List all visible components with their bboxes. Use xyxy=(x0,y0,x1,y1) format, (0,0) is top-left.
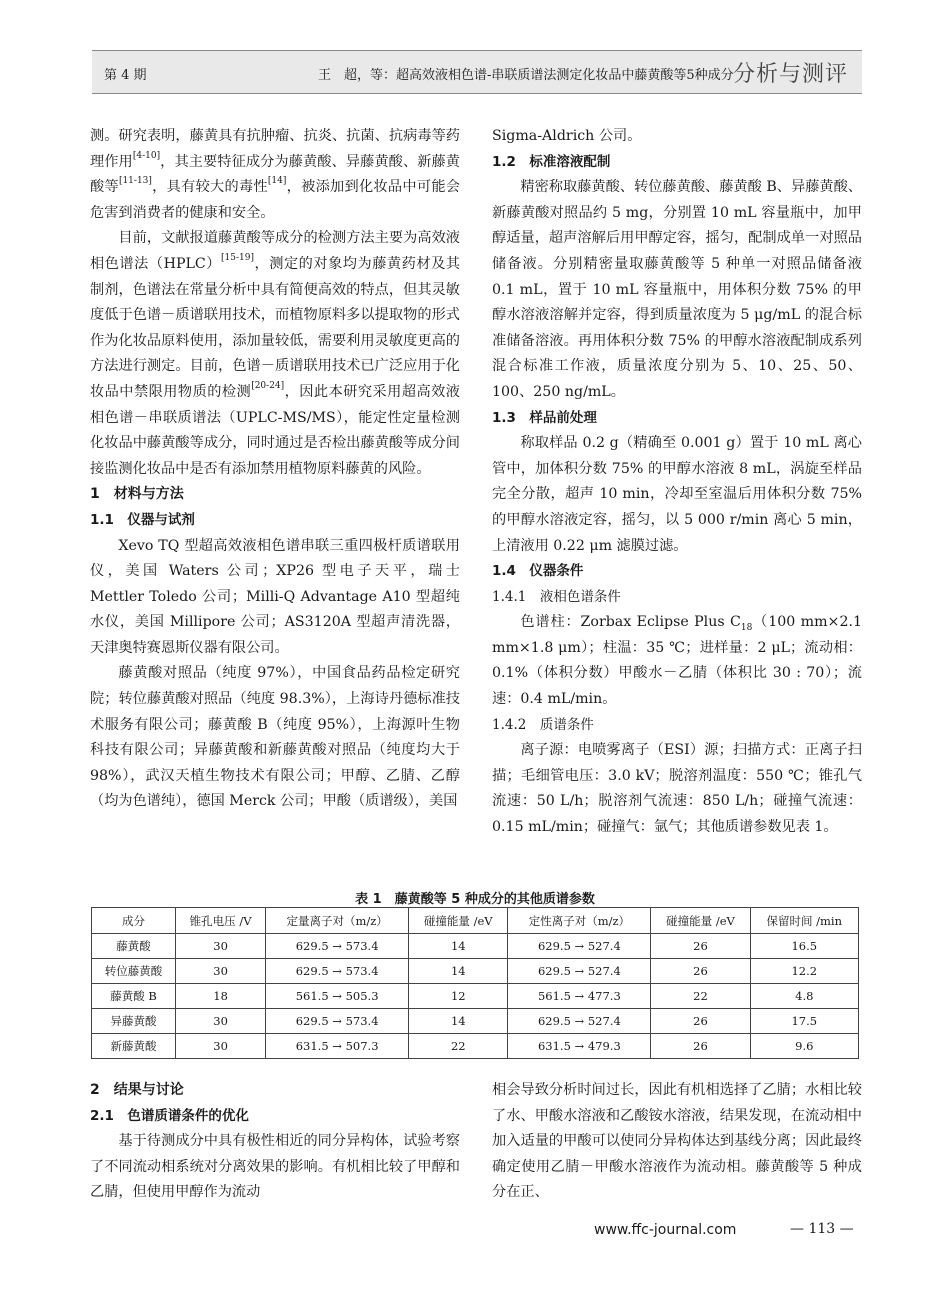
citation: [20-24] xyxy=(251,380,285,391)
table-cell: 561.5 → 505.3 xyxy=(266,984,409,1009)
section-heading: 2 结果与讨论 xyxy=(90,1082,184,1098)
citation: [4-10] xyxy=(132,150,161,161)
paragraph: 基于待测成分中具有极性相近的同分异构体，试验考察了不同流动相系统对分离效果的影响。有机相比较了甲醇和乙腈，但使用甲醇作为流动 xyxy=(90,1133,460,1201)
subsection-heading: 1.3 样品前处理 xyxy=(492,409,597,426)
table-cell: 26 xyxy=(651,934,750,959)
left-column xyxy=(90,124,460,815)
citation: [15-19] xyxy=(221,252,254,263)
table-cell: 26 xyxy=(651,1009,750,1034)
page-number: — 113 — xyxy=(790,1221,854,1237)
paragraph: Sigma-Aldrich 公司。 xyxy=(492,128,642,144)
table-cell: 新藤黄酸 xyxy=(92,1034,176,1059)
table-cell: 561.5 → 477.3 xyxy=(508,984,651,1009)
column-header: 定性离子对（m/z） xyxy=(508,908,651,934)
citation: [11-13] xyxy=(118,176,152,187)
table-cell: 30 xyxy=(176,934,266,959)
paragraph: Xevo TQ 型超高效液相色谱串联三重四极杆质谱联用仪，美国 Waters 公司；XP26 型电子天平，瑞士 Mettler Toledo 公司；Milli-Q Advantage A10 型超纯水仪，美国 Millipore 公司；AS3120A 型超声清洗器，天津奥特赛恩斯仪器有限公司。 xyxy=(90,537,460,656)
table-row xyxy=(92,959,859,984)
paragraph: 精密称取藤黄酸、转位藤黄酸、藤黄酸 B、异藤黄酸、新藤黄酸对照品约 5 mg，分别置 10 mL 容量瓶中，加甲醇适量，超声溶解后用甲醇定容，摇匀，配制成单一对照品储备液。分别精密量取藤黄酸等 5 种单一对照品储备液 0.1 mL，置于 10 mL 容量瓶中，用体积分数 75% 的甲醇水溶液溶解并定容，得到质量浓度为 5 μg/mL 的混合标准储备溶液。再用体积分数 75% 的甲醇水溶液配制成系列混合标准工作液，质量浓度分别为 5、10、25、50、100、250 ng/mL。 xyxy=(492,179,862,400)
table-cell: 14 xyxy=(409,1009,508,1034)
table-cell: 14 xyxy=(409,934,508,959)
table-cell: 转位藤黄酸 xyxy=(92,959,176,984)
column-header: 碰撞能量 /eV xyxy=(651,908,750,934)
table-cell: 30 xyxy=(176,1009,266,1034)
subsection-heading: 2.1 色谱质谱条件的优化 xyxy=(90,1107,249,1124)
table-row xyxy=(92,1009,859,1034)
table-cell: 9.6 xyxy=(750,1034,858,1059)
table-cell: 629.5 → 573.4 xyxy=(266,1009,409,1034)
table-cell: 12 xyxy=(409,984,508,1009)
citation: [14] xyxy=(267,176,287,187)
table-cell: 17.5 xyxy=(750,1009,858,1034)
table-cell: 629.5 → 527.4 xyxy=(508,934,651,959)
table-cell: 藤黄酸 xyxy=(92,934,176,959)
paragraph: 藤黄酸对照品（纯度 97%），中国食品药品检定研究院；转位藤黄酸对照品（纯度 98.3%），上海诗丹德标准技术服务有限公司；藤黄酸 B（纯度 95%），上海源叶生物科技有限公司；异藤黄酸和新藤黄酸对照品（纯度均大于 98%），武汉天植生物技术有限公司；甲醇、乙腈、乙醇（均为色谱纯），德国 Merck 公司；甲酸（质谱级），美国 xyxy=(90,665,460,810)
running-header xyxy=(92,50,862,94)
ms-parameters-table xyxy=(91,907,859,1059)
section-heading: 1 材料与方法 xyxy=(90,486,184,503)
table-row xyxy=(92,934,859,959)
issue-number: 第 4 期 xyxy=(104,68,147,83)
right-column xyxy=(492,124,862,841)
table-cell: 30 xyxy=(176,1034,266,1059)
table-caption: 表 1 藤黄酸等 5 种成分的其他质谱参数 xyxy=(355,892,595,907)
column-header: 定量离子对（m/z） xyxy=(266,908,409,934)
paragraph: 目前，文献报道藤黄酸等成分的检测方法主要为高效液相色谱法（HPLC）[15-19]，测定的对象均为藤黄药材及其制剂，色谱法在常量分析中具有简便高效的特点，但其灵敏度低于色谱－质谱联用技术，而植物原料多以提取物的形式作为化妆品原料使用，添加量较低，需要利用灵敏度更高的方法进行测定。目前，色谱－质谱联用技术已广泛应用于化妆品中禁限用物质的检测[20-24]，因此本研究采用超高效液相色谱－串联质谱法（UPLC-MS/MS），能定性定量检测化妆品中藤黄酸等成分，同时通过是否检出藤黄酸等成分间接监测化妆品中是否有添加禁用植物原料藤黄的风险。 xyxy=(90,230,460,477)
subsubsection-heading: 1.4.2 质谱条件 xyxy=(492,716,594,733)
table-cell: 26 xyxy=(651,959,750,984)
subsection-heading: 1.1 仪器与试剂 xyxy=(90,511,195,528)
paragraph: 离子源：电喷雾离子（ESI）源；扫描方式：正离子扫描；毛细管电压：3.0 kV；脱溶剂温度：550 ℃；锥孔气流速：50 L/h；脱溶剂气流速：850 L/h；碰撞气流速：0.15 mL/min；碰撞气：氩气；其他质谱参数见表 1。 xyxy=(492,742,862,836)
subsection-heading: 1.2 标准溶液配制 xyxy=(492,153,611,170)
table-header-row xyxy=(92,908,859,934)
paragraph: 测。研究表明，藤黄具有抗肿瘤、抗炎、抗菌、抗病毒等药理作用[4-10]，其主要特征成分为藤黄酸、异藤黄酸、新藤黄酸等[11-13]，具有较大的毒性[14]，被添加到化妆品中可能会危害到消费者的健康和安全。 xyxy=(90,128,460,221)
table-cell: 22 xyxy=(409,1034,508,1059)
paragraph: 称取样品 0.2 g（精确至 0.001 g）置于 10 mL 离心管中，加体积分数 75% 的甲醇水溶液 8 mL，涡旋至样品完全分散，超声 10 min，冷却至室温后用体积分数 75% 的甲醇水溶液定容，摇匀，以 5 000 r/min 离心 5 min，上清液用 0.22 μm 滤膜过滤。 xyxy=(492,435,862,554)
journal-url: www.ffc-journal.com xyxy=(594,1222,737,1238)
table-cell: 22 xyxy=(651,984,750,1009)
paragraph: 色谱柱：Zorbax Eclipse Plus $C_{18}(100$ mm×2.1 mm×1.8 μm）；柱温：35 ℃；进样量：2 μL；流动相：0.1%（体积分数）甲酸水－乙腈（体积比 30 : 70）；流速：0.4 mL/min。 xyxy=(492,614,863,708)
column-header: 锥孔电压 /V xyxy=(176,908,266,934)
column-header: 成分 xyxy=(92,908,176,934)
table-cell: 30 xyxy=(176,959,266,984)
paragraph: 相会导致分析时间过长，因此有机相选择了乙腈；水相比较了水、甲酸水溶液和乙酸铵水溶液，结果发现，在流动相中加入适量的甲酸可以使同分异构体达到基线分离；因此最终确定使用乙腈－甲酸水溶液作为流动相。藤黄酸等 5 种成分在正、 xyxy=(492,1082,862,1201)
subsubsection-heading: 1.4.1 液相色谱条件 xyxy=(492,588,621,605)
running-title: 王 超，等：超高效液相色谱-串联质谱法测定化妆品中藤黄酸等5种成分 xyxy=(318,68,734,83)
table-cell: 12.2 xyxy=(750,959,858,984)
table-cell: 629.5 → 527.4 xyxy=(508,1009,651,1034)
table-cell: 4.8 xyxy=(750,984,858,1009)
table-cell: 26 xyxy=(651,1034,750,1059)
subsection-heading: 1.4 仪器条件 xyxy=(492,563,584,580)
section-name: 分析与测评 xyxy=(732,62,848,87)
table-cell: 18 xyxy=(176,984,266,1009)
table-cell: 16.5 xyxy=(750,934,858,959)
table-cell: 631.5 → 479.3 xyxy=(508,1034,651,1059)
lower-left-column xyxy=(90,1078,460,1206)
table-cell: 异藤黄酸 xyxy=(92,1009,176,1034)
table-cell: 629.5 → 527.4 xyxy=(508,959,651,984)
table-row xyxy=(92,984,859,1009)
table-cell: 14 xyxy=(409,959,508,984)
table-cell: 藤黄酸 B xyxy=(92,984,176,1009)
table-cell: 631.5 → 507.3 xyxy=(266,1034,409,1059)
column-header: 碰撞能量 /eV xyxy=(409,908,508,934)
table-row xyxy=(92,1034,859,1059)
lower-right-column xyxy=(492,1078,862,1206)
column-header: 保留时间 /min xyxy=(750,908,858,934)
table-cell: 629.5 → 573.4 xyxy=(266,959,409,984)
table-cell: 629.5 → 573.4 xyxy=(266,934,409,959)
